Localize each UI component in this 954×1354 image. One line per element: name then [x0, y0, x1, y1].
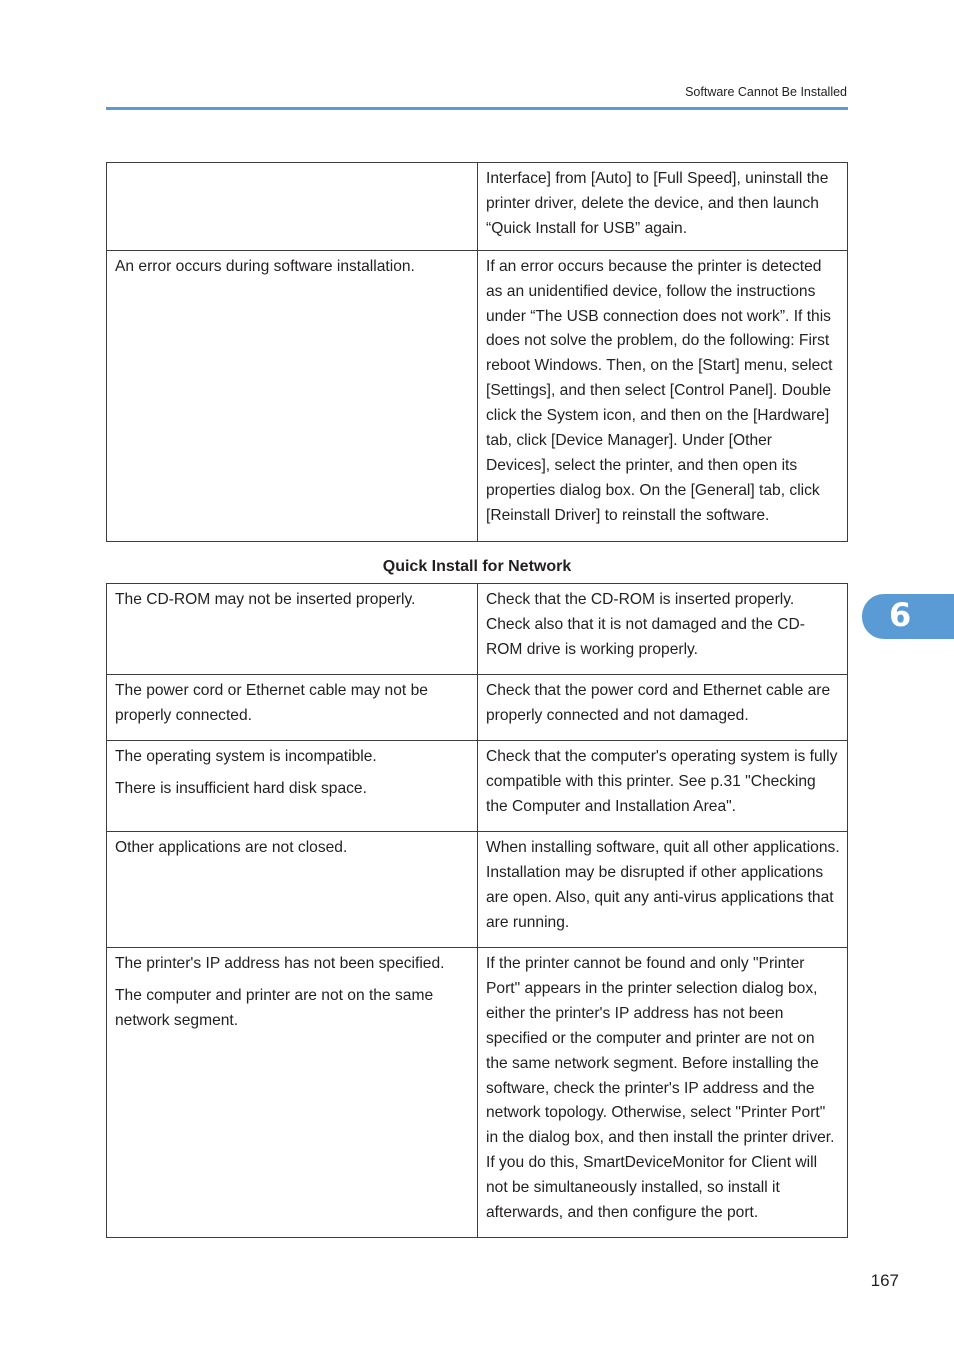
solution-cell — [478, 584, 848, 675]
solution-cell — [478, 250, 848, 541]
solution-text: Check that the CD-ROM is inserted properly. Check also that it is not damaged and the CD-ROM drive is working properly. — [486, 591, 805, 658]
solution-text: If an error occurs because the printer is detected as an unidentified device, follow the instructions under “The USB connection does not work”. If this does not solve the problem, do the following: First reboot Windows. Then, on the [Start] menu, select [Settings], and then select [Control Panel]. Double click the System icon, and then on the [Hardware] tab, click [Device Manager]. Under [Other Devices], select the printer, and then open its properties dialog box. On the [General] tab, click [Reinstall Driver] to reinstall the software. — [486, 257, 833, 524]
solution-cell — [478, 163, 848, 251]
problem-cell — [107, 832, 478, 948]
table-row — [107, 163, 848, 251]
chapter-tab — [862, 594, 954, 639]
table-row — [107, 832, 848, 948]
problem-cell — [107, 250, 478, 541]
solution-cell — [478, 741, 848, 832]
solution-cell — [478, 832, 848, 948]
problem-text: There is insufficient hard disk space. — [115, 779, 367, 797]
usb-troubleshooting-table — [106, 162, 848, 542]
solution-text: Check that the power cord and Ethernet cable are properly connected and not damaged. — [486, 682, 831, 724]
problem-text: The printer's IP address has not been specified. — [115, 955, 445, 972]
solution-cell — [478, 675, 848, 741]
solution-text: Check that the computer's operating system is fully compatible with this printer. See p.31 "Checking the Computer and Installation Area". — [486, 748, 838, 815]
problem-text: Other applications are not closed. — [115, 839, 348, 856]
problem-text: The CD-ROM may not be inserted properly. — [115, 591, 416, 608]
problem-cell — [107, 163, 478, 251]
header-rule — [106, 107, 848, 110]
running-header-title: Software Cannot Be Installed — [685, 85, 847, 99]
table-row — [107, 741, 848, 832]
solution-cell — [478, 948, 848, 1238]
problem-cell — [107, 584, 478, 675]
chapter-number: 6 — [889, 596, 912, 634]
problem-cell — [107, 741, 478, 832]
table-row — [107, 675, 848, 741]
solution-text: If the printer cannot be found and only "Printer Port" appears in the printer selection dialog box, either the printer's IP address has not been specified or the computer and printer are not on the same network segment. Before installing the software, check the printer's IP address and the network topology. Otherwise, select "Printer Port" in the dialog box, and then install the printer driver. If you do this, SmartDeviceMonitor for Client will not be simultaneously installed, so install it afterwards, and then configure the port. — [486, 955, 835, 1222]
solution-text: When installing software, quit all other applications. Installation may be disrupted if other applications are open. Also, quit any anti-virus applications that are running. — [486, 839, 840, 931]
problem-text: The power cord or Ethernet cable may not be properly connected. — [115, 682, 428, 724]
page-number: 167 — [870, 1271, 899, 1290]
table-row — [107, 250, 848, 541]
solution-text: Interface] from [Auto] to [Full Speed], uninstall the printer driver, delete the device, and then launch “Quick Install for USB” again. — [486, 170, 829, 237]
problem-cell — [107, 948, 478, 1238]
network-troubleshooting-table — [106, 583, 848, 1238]
problem-text: The computer and printer are not on the same network segment. — [115, 986, 434, 1029]
problem-text: An error occurs during software installation. — [115, 257, 415, 275]
problem-text: The operating system is incompatible. — [115, 748, 377, 765]
table-row — [107, 584, 848, 675]
section-caption: Quick Install for Network — [382, 558, 572, 575]
table-row — [107, 948, 848, 1238]
problem-cell — [107, 675, 478, 741]
